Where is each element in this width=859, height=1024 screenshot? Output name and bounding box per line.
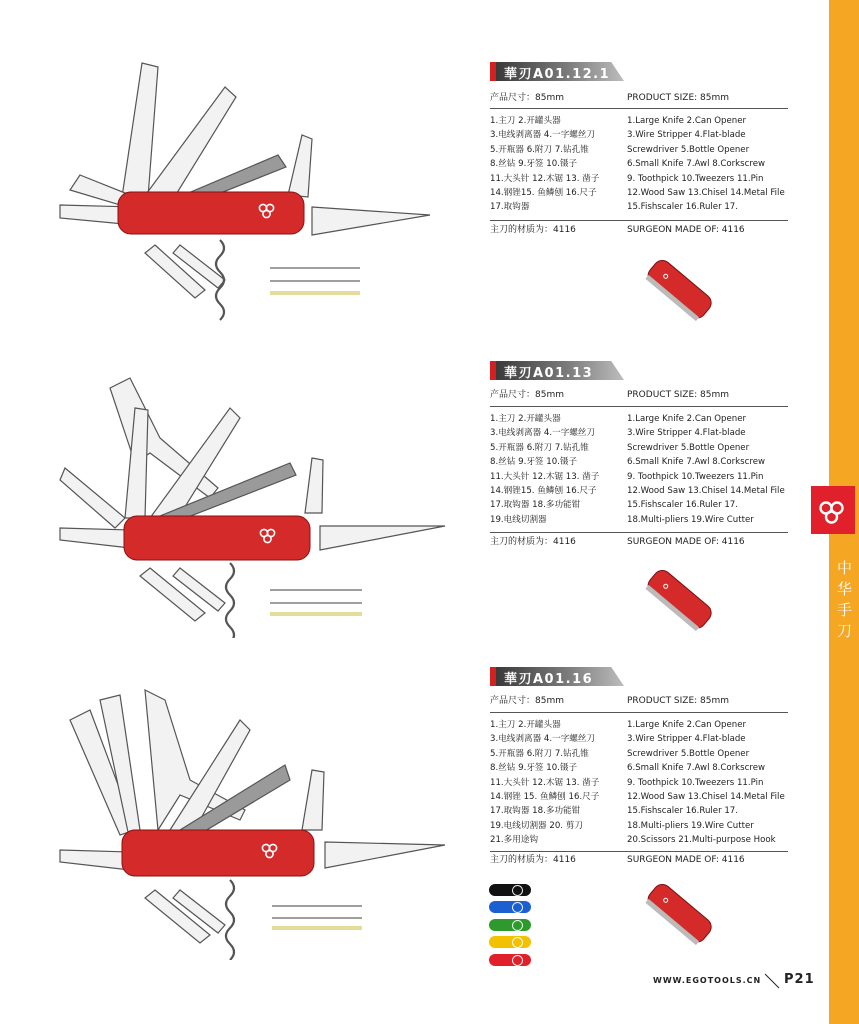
closed-knife-image (636, 248, 722, 332)
material-cn: 主刀的材质为：4116 (490, 855, 576, 865)
list-item: 1.主刀 2.开罐头器 (490, 414, 561, 424)
color-swatch-red (489, 954, 531, 966)
divider (490, 220, 788, 221)
features-cn-list (490, 114, 599, 215)
material-cn: 主刀的材质为：4116 (490, 225, 576, 235)
multitool-illustration (40, 55, 440, 325)
color-options (489, 884, 531, 971)
list-item: 3.Wire Stripper 4.Flat-blade (627, 130, 746, 141)
list-item: 3.Wire Stripper 4.Flat-blade (627, 734, 746, 745)
closed-knife-image (636, 872, 722, 956)
list-item: 1.主刀 2.开罐头器 (490, 116, 561, 126)
list-item: 6.Small Knife 7.Awl 8.Corkscrew (627, 159, 766, 170)
product-size-en: PRODUCT SIZE: 85mm (627, 390, 730, 400)
list-item: 17.取钩器 18.多功能钳 (490, 806, 581, 817)
page-number: P21 (784, 972, 815, 987)
list-item: Screwdriver 5.Bottle Opener (627, 442, 750, 453)
list-item: 3.电线剥离器 4.一字螺丝刀 (490, 734, 596, 745)
list-item: 19.电线切割器 20. 剪刀 (490, 820, 583, 831)
list-item: 9. Toothpick 10.Tweezers 11.Pin (627, 173, 764, 184)
divider (490, 532, 788, 533)
list-item: 5.开瓶器 6.附刀 7.钻孔锥 (490, 442, 589, 453)
list-item: 15.Fishscaler 16.Ruler 17. (627, 500, 739, 511)
material-cn: 主刀的材质为：4116 (490, 537, 576, 547)
list-item: 11.大头针 12.木锯 13. 凿子 (490, 471, 600, 482)
list-item: Screwdriver 5.Bottle Opener (627, 144, 750, 155)
list-item: 1.Large Knife 2.Can Opener (627, 414, 747, 424)
divider (490, 406, 788, 407)
page-divider-icon (763, 972, 781, 990)
list-item: 8.丝钻 9.牙签 10.镊子 (490, 159, 578, 170)
product-title-bar (490, 361, 630, 380)
list-item: 11.大头针 12.木锯 13. 凿子 (490, 777, 600, 788)
list-item: 5.开瓶器 6.附刀 7.钻孔锥 (490, 144, 589, 155)
divider (490, 712, 788, 713)
list-item: 17.取钩器 18.多功能钳 (490, 500, 581, 511)
list-item: 14.钢锉15. 鱼鳞刨 16.尺子 (490, 188, 597, 199)
list-item: 19.电线切割器 (490, 514, 547, 525)
features-en-list (627, 114, 785, 215)
list-item: 14.钢锉 15. 鱼鳞刨 16.尺子 (490, 792, 600, 803)
product-size-cn: 产品尺寸：85mm (490, 390, 564, 400)
product-title-bar (490, 62, 630, 81)
product-size-en: PRODUCT SIZE: 85mm (627, 93, 730, 103)
product-title: 華刃A01.13 (504, 366, 594, 381)
product-size-en: PRODUCT SIZE: 85mm (627, 696, 730, 706)
list-item: Screwdriver 5.Bottle Opener (627, 748, 750, 759)
list-item: 8.丝钻 9.牙签 10.镊子 (490, 763, 578, 774)
closed-knife-image (636, 558, 722, 642)
list-item: 8.丝钻 9.牙签 10.镊子 (490, 457, 578, 468)
list-item: 15.Fishscaler 16.Ruler 17. (627, 806, 739, 817)
material-en: SURGEON MADE OF: 4116 (627, 537, 745, 547)
list-item: 3.电线剥离器 4.一字螺丝刀 (490, 428, 596, 439)
multitool-illustration (40, 680, 460, 960)
list-item: 15.Fishscaler 16.Ruler 17. (627, 202, 739, 213)
list-item: 1.主刀 2.开罐头器 (490, 720, 561, 730)
list-item: 21.多用途钩 (490, 835, 539, 846)
features-en-list (627, 718, 785, 848)
list-item: 3.Wire Stripper 4.Flat-blade (627, 428, 746, 439)
footer-url: WWW.EGOTOOLS.CN (653, 976, 762, 985)
side-vertical-text: 中华手刀 (835, 560, 853, 644)
material-en: SURGEON MADE OF: 4116 (627, 855, 745, 865)
features-cn-list (490, 718, 599, 848)
ego-logo-icon (811, 486, 855, 534)
list-item: 12.Wood Saw 13.Chisel 14.Metal File (627, 486, 785, 497)
material-en: SURGEON MADE OF: 4116 (627, 225, 745, 235)
color-swatch-blue (489, 901, 531, 913)
product-title-bar (490, 667, 630, 686)
list-item: 17.取钩器 (490, 202, 530, 213)
list-item: 1.Large Knife 2.Can Opener (627, 116, 747, 126)
divider (490, 108, 788, 109)
list-item: 14.钢锉15. 鱼鳞刨 16.尺子 (490, 486, 597, 497)
color-swatch-yellow (489, 936, 531, 948)
product-title: 華刃A01.12.1 (504, 67, 611, 82)
color-swatch-green (489, 919, 531, 931)
features-en-list (627, 412, 785, 527)
list-item: 9. Toothpick 10.Tweezers 11.Pin (627, 777, 764, 788)
list-item: 6.Small Knife 7.Awl 8.Corkscrew (627, 457, 766, 468)
list-item: 3.电线剥离器 4.一字螺丝刀 (490, 130, 596, 141)
list-item: 11.大头针 12.木锯 13. 凿子 (490, 173, 600, 184)
multitool-illustration (40, 368, 450, 638)
product-size-cn: 产品尺寸：85mm (490, 93, 564, 103)
brand-logo (811, 486, 855, 534)
list-item: 5.开瓶器 6.附刀 7.钻孔锥 (490, 748, 589, 759)
divider (490, 851, 788, 852)
list-item: 12.Wood Saw 13.Chisel 14.Metal File (627, 188, 785, 199)
list-item: 20.Scissors 21.Multi-purpose Hook (627, 835, 776, 846)
list-item: 9. Toothpick 10.Tweezers 11.Pin (627, 471, 764, 482)
product-size-cn: 产品尺寸：85mm (490, 696, 564, 706)
color-swatch-black (489, 884, 531, 896)
features-cn-list (490, 412, 599, 527)
list-item: 18.Multi-pliers 19.Wire Cutter (627, 514, 754, 525)
list-item: 1.Large Knife 2.Can Opener (627, 720, 747, 730)
product-title: 華刃A01.16 (504, 672, 594, 687)
list-item: 18.Multi-pliers 19.Wire Cutter (627, 820, 754, 831)
list-item: 6.Small Knife 7.Awl 8.Corkscrew (627, 763, 766, 774)
list-item: 12.Wood Saw 13.Chisel 14.Metal File (627, 792, 785, 803)
